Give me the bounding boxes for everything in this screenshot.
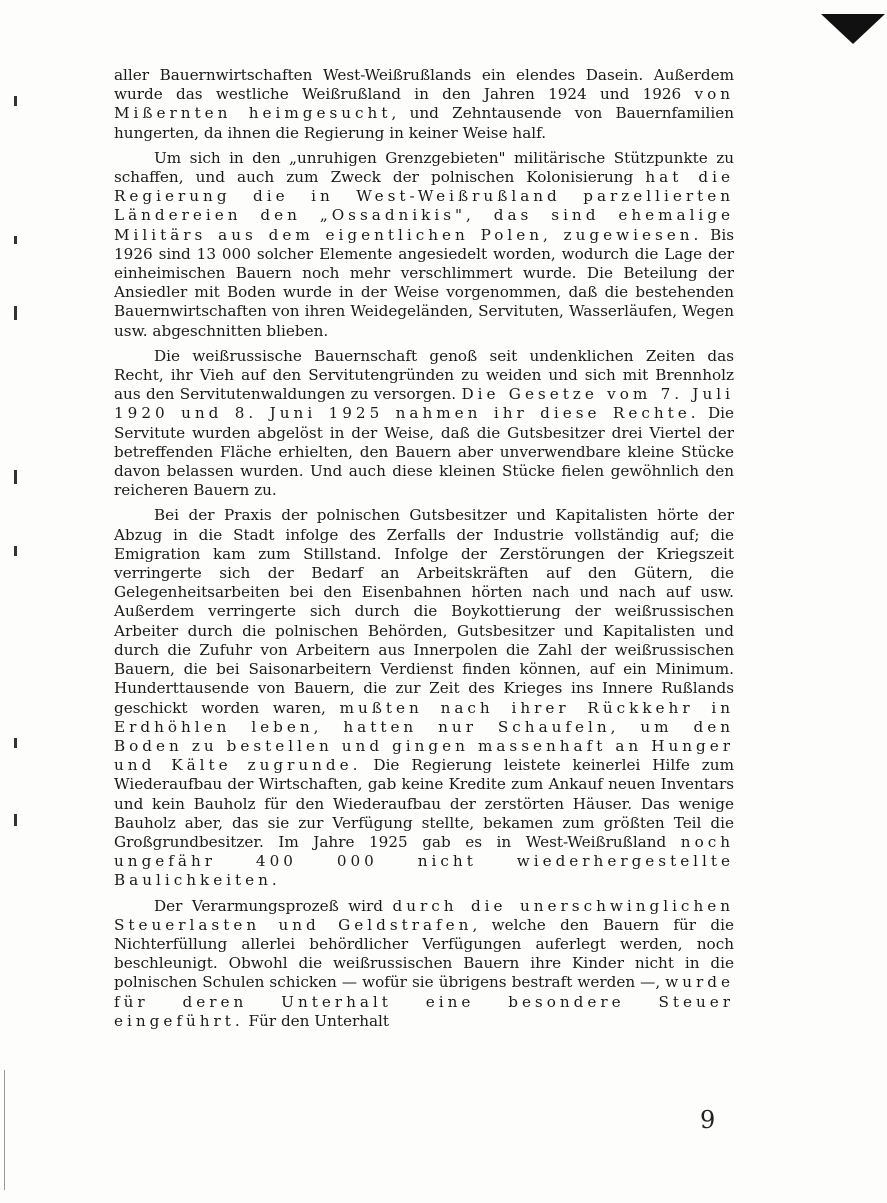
corner-triangle-mark [821,14,885,44]
paragraph-text: , und Zehntausende von Bauernfamilien hungerten, da ihnen die Regierung in keiner Weise half. [114,104,734,142]
paragraph-text: Bis 1926 sind 13 000 solcher Elemente angesiedelt worden, wodurch die Lage der einheimischen Bauern noch mehr verschlimmert wurde. Die Beteilung der Ansiedler mit Boden wurde in der Weise vorgenommen, daß die bestehenden Bauernwirtschaften von ihren Weidegeländen, Servituten, Wasserläufen, Wegen usw. abgeschnitten blieben. [114,225,734,340]
paragraph-text: Die Servitute wurden abgelöst in der Weise, daß die Gutsbesitzer drei Viertel der betreffenden Fläche erhielten, den Bauern aber unverwendbare kleine Stücke davon belassen wurden. Und auch diese kleinen Stücke fielen gewöhnlich den reicheren Bauern zu. [114,404,734,500]
margin-speck [14,738,17,748]
paragraph [114,66,734,143]
margin-speck [14,814,17,826]
spaced-emphasis-text: noch ungefähr 400 000 nicht wiederhergestellte Baulichkeiten. [114,832,734,890]
page-number: 9 [700,1106,716,1134]
paragraph-text: Um sich in den „unruhigen Grenzgebieten" militärische Stützpunkte zu schaffen, und auch zum Zweck der polnischen Kolonisierung [114,148,734,187]
margin-speck [14,546,17,556]
spaced-emphasis-text: Die Gesetze vom 7. Juli 1920 und 8. Juni 1925 nahmen ihr diese Rechte. [114,385,734,423]
paragraph-text: aller Bauernwirtschaften West-Weißrußlands ein elendes Dasein. Außerdem wurde das westliche Weißrußland in den Jahren 1924 und 1926 [114,66,734,104]
margin-speck [14,96,17,106]
spaced-emphasis-text: von Mißernten heimgesucht [114,85,734,123]
margin-speck [14,236,17,244]
paragraph-text: Der Verarmungsprozeß wird [154,896,393,915]
paragraph [114,149,734,341]
paragraph-text: Für den Unterhalt [243,1011,390,1030]
spaced-emphasis-text: mußten nach ihrer Rückkehr in Erdhöhlen leben, hatten nur Schaufeln, um den Boden zu bestellen und gingen massenhaft an Hunger und Kälte zugrunde. [114,698,734,775]
paragraph [114,506,734,890]
paragraph-text: , welche den Bauern für die Nichterfüllung allerlei behördlicher Verfügungen auferlegt werden, noch beschleunigt. Obwohl die weißrussischen Bauern ihre Kinder nicht in die polnischen Schulen schicken — wofür sie übrigens bestraft werden —, [114,915,734,992]
spaced-emphasis-text: hat die Regierung die in West-Weißrußland parzellierten Ländereien den „Ossadnikis", das sind ehemalige Militärs aus dem eigentlichen Polen, zugewiesen. [114,168,734,244]
left-edge-rule [4,1070,5,1190]
margin-speck [14,306,17,320]
paragraph [114,347,734,501]
paragraph [114,897,734,1031]
paragraph-text: Die weißrussische Bauernschaft genoß seit undenklichen Zeiten das Recht, ihr Vieh auf den Servitutengründen zu weiden und sich mit Brennholz aus den Servitutenwaldungen zu versorgen. [114,346,734,404]
spaced-emphasis-text: wurde für deren Unterhalt eine besondere Steuer eingeführt. [114,973,734,1030]
margin-speck [14,470,17,484]
paragraph-text: Bei der Praxis der polnischen Gutsbesitzer und Kapitalisten hörte der Abzug in die Stadt infolge des Zerfalls der Industrie vollständig auf; die Emigration kam zum Stillstand. Infolge der Zerstörungen der Kriegszeit verringerte sich der Bedarf an Arbeitskräften auf den Gütern, die Gelegenheitsarbeiten bei den Eisenbahnen hörten nach und nach auf usw. Außerdem verringerte sich durch die Boykottierung der weißrussischen Arbeiter durch die polnischen Behörden, Gutsbesitzer und Kapitalisten und durch die Zufuhr von Arbeitern aus Innerpolen die Zahl der weißrussischen Bauern, die bei Saisonarbeitern Verdienst finden können, auf ein Minimum. Hunderttausende von Bauern, die zur Zeit des Krieges ins Innere Rußlands geschickt worden waren, [114,506,734,717]
spaced-emphasis-text: durch die unerschwinglichen Steuerlasten und Geldstrafen [114,896,734,934]
body-text [114,66,734,1037]
paragraph-text: Die Regierung leistete keinerlei Hilfe zum Wiederaufbau der Wirtschaften, gab keine Kredite zum Ankauf neuen Inventars und kein Bauholz für den Wiederaufbau der zerstörten Häuser. Das wenige Bauholz aber, das sie zur Verfügung stellte, bekamen zum größten Teil die Großgrundbesitzer. Im Jahre 1925 gab es in West-Weißrußland [114,756,734,851]
